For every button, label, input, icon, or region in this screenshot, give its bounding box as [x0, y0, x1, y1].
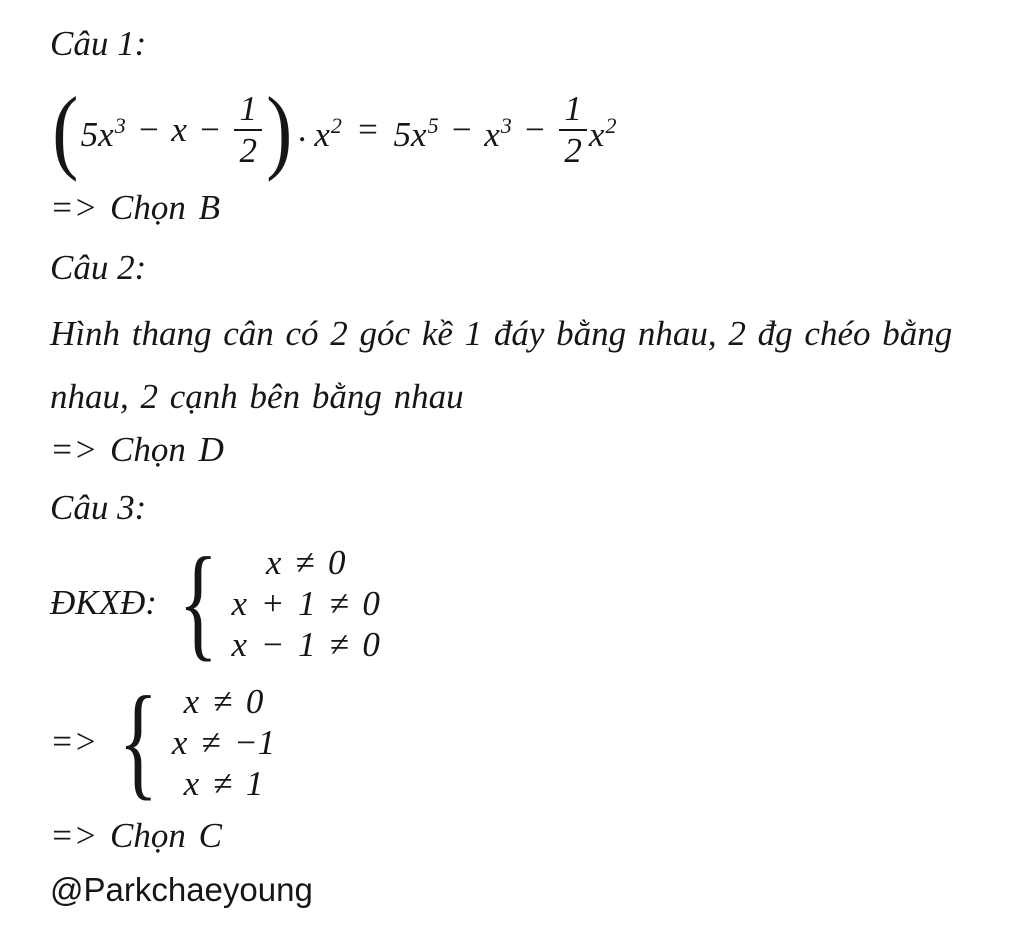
q1-equation: ( $5x^3$ − x − $\frac{1}{2}$ ) . $x^2$ = $5x^5$ − $x^3$ − $\frac{1}{2}$ $x^2$: [52, 77, 617, 183]
eq-exponent: 2: [605, 112, 617, 138]
eq-minus-sign: −: [136, 110, 161, 149]
eq-term-x2: $x^2$: [588, 112, 617, 154]
system-row: x ≠ 0: [265, 542, 346, 582]
system-row: x + 1 ≠ 0: [231, 583, 380, 623]
fraction-numerator: 1: [239, 89, 257, 128]
fraction-numerator: 1: [564, 89, 582, 128]
q3-conclusion: => Chọn C: [50, 816, 222, 855]
system-row: x ≠ 0: [183, 681, 264, 721]
eq-term-x3: $x^3$: [484, 112, 512, 154]
system-rows: [232, 542, 380, 665]
system-rows: [172, 681, 275, 804]
eq-multiply-dot: .: [298, 110, 308, 149]
eq-fraction-one-half: [234, 91, 262, 169]
eq-minus-sign: −: [522, 110, 547, 149]
eq-equals-sign: =: [355, 110, 380, 149]
fraction-denominator: 2: [234, 129, 262, 169]
eq-exponent: 3: [500, 112, 512, 138]
eq-term-x2: $x^2$: [314, 112, 342, 154]
eq-exponent: 3: [114, 112, 126, 138]
q3-condition-system-dkxd: ĐKXĐ: { x ≠ 0 x + 1 ≠ 0 x − 1 ≠ 0: [50, 532, 380, 673]
credit-watermark: @Parkchaeyoung: [50, 871, 313, 908]
q2-heading: Câu 2:: [50, 248, 147, 287]
eq-exponent: 2: [330, 112, 342, 138]
eq-term-5x3: $5x^3$: [80, 112, 126, 154]
dkxd-label: ĐKXĐ:: [50, 583, 157, 622]
fraction-denominator: 2: [559, 129, 587, 169]
q3-heading: Câu 3:: [50, 488, 147, 527]
eq-term-5x5: $5x^5$: [393, 112, 439, 154]
implies-arrow: =>: [50, 722, 98, 761]
system-row: x ≠ 1: [183, 763, 264, 803]
q2-body: [50, 302, 1024, 428]
q3-result-system: => { x ≠ 0 x ≠ −1 x ≠ 1: [50, 671, 276, 812]
eq-minus-sign: −: [197, 110, 222, 149]
system-row: x − 1 ≠ 0: [231, 624, 380, 664]
q2-body-line-2: nhau, 2 cạnh bên bằng nhau: [50, 377, 464, 416]
eq-minus-sign: −: [449, 110, 474, 149]
system-row: x ≠ −1: [171, 722, 276, 762]
eq-fraction-one-half: [559, 91, 587, 169]
eq-term-x: x: [171, 110, 187, 149]
q1-heading: Câu 1:: [50, 24, 147, 63]
q2-conclusion: => Chọn D: [50, 430, 224, 469]
q2-body-line-1: Hình thang cân có 2 góc kề 1 đáy bằng nhau, 2 đg chéo bằng: [50, 314, 953, 353]
eq-exponent: 5: [427, 112, 439, 138]
q1-conclusion: => Chọn B: [50, 188, 220, 227]
